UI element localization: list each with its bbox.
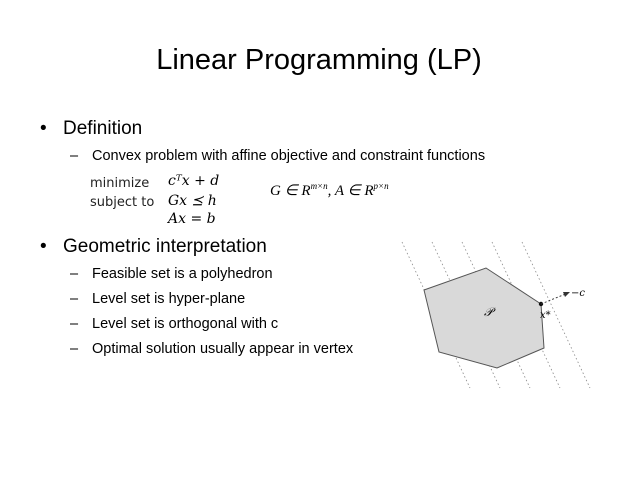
sub-bullet-definition xyxy=(70,148,486,164)
sub-bullet-definition-text: Convex problem with affine objective and constraint functions xyxy=(92,148,486,164)
optimum-label: x* xyxy=(540,310,551,321)
objective-expression xyxy=(168,172,219,189)
sub-bullet-optimal-text: Optimal solution usually appear in vertex xyxy=(92,341,354,357)
set-definition xyxy=(270,181,389,200)
sub-bullet-dash: – xyxy=(70,291,79,307)
sub-bullet-dash: – xyxy=(70,266,79,282)
bullet-dot: • xyxy=(40,118,47,139)
sub-bullet-feasible-text: Feasible set is a polyhedron xyxy=(92,266,273,282)
constraint-inequality-text: Gx ⪯ h xyxy=(168,193,217,209)
constraint-equality-text: Ax = b xyxy=(168,211,216,227)
sub-bullet-level-set-text: Level set is hyper-plane xyxy=(92,291,246,307)
sub-bullet-dash: – xyxy=(70,341,79,357)
a-dimension: p×n xyxy=(373,181,389,191)
sub-bullet-orthogonal xyxy=(70,316,279,332)
bullet-definition-label: Definition xyxy=(63,118,143,139)
bullet-geometric-label: Geometric interpretation xyxy=(63,236,267,257)
direction-label: −c xyxy=(571,288,585,299)
sub-bullet-optimal xyxy=(70,341,354,357)
objective-text: cᵀx + d xyxy=(168,173,220,189)
sub-bullet-dash: – xyxy=(70,316,79,332)
bullet-definition xyxy=(40,118,143,140)
g-membership: G ∈ R xyxy=(270,183,311,199)
slide-title: Linear Programming (LP) xyxy=(156,44,482,76)
a-membership: , A ∈ R xyxy=(327,183,374,199)
subject-to-row xyxy=(90,193,154,210)
constraint-equality xyxy=(168,210,216,227)
sub-bullet-dash: – xyxy=(70,148,79,164)
minimize-row xyxy=(90,174,149,191)
bullet-geometric xyxy=(40,236,267,258)
minimize-keyword: minimize xyxy=(90,176,150,191)
sub-bullet-orthogonal-text: Level set is orthogonal with c xyxy=(92,316,279,332)
lp-geometry-figure xyxy=(384,240,604,390)
g-dimension: m×n xyxy=(310,181,328,191)
sub-bullet-level-set xyxy=(70,291,246,307)
polyhedron-label: 𝒫 xyxy=(484,305,493,319)
subject-to-keyword: subject to xyxy=(90,195,155,210)
sub-bullet-feasible xyxy=(70,266,273,282)
bullet-dot: • xyxy=(40,236,47,257)
constraint-inequality xyxy=(168,192,217,209)
